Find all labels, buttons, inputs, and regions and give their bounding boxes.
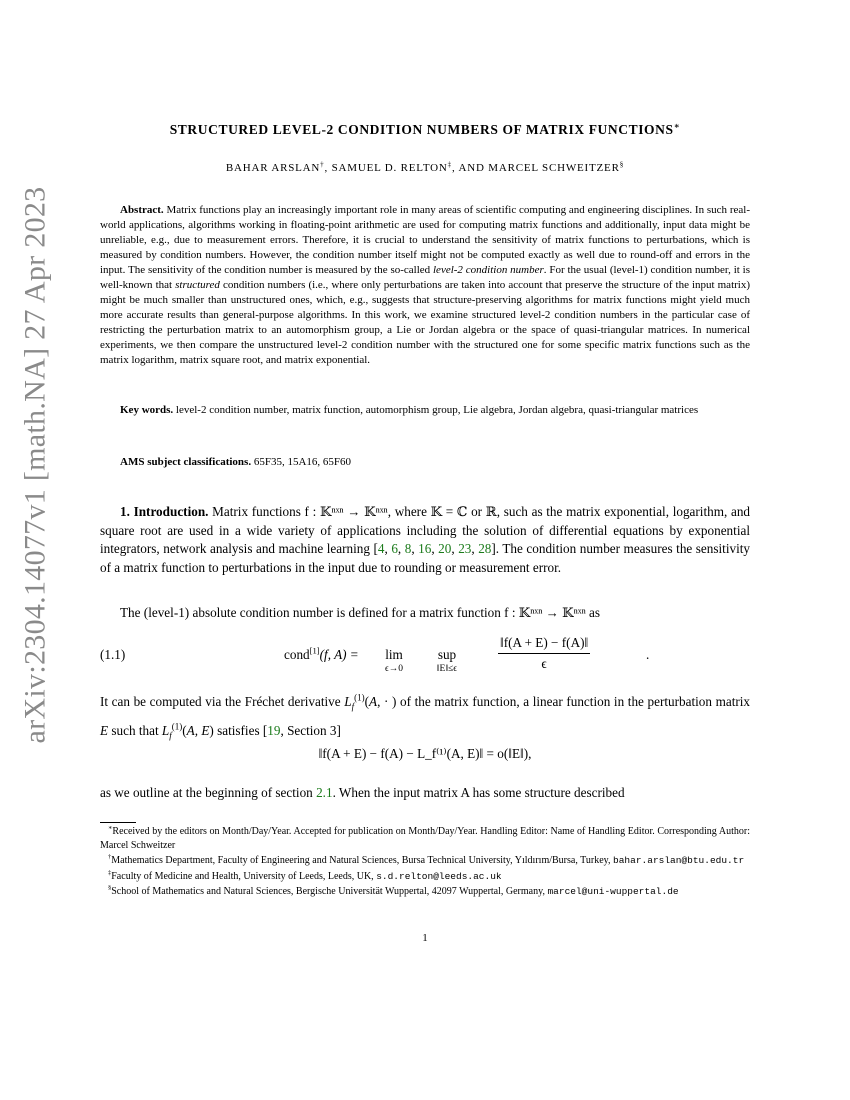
citation-link[interactable]: 4 bbox=[377, 541, 385, 556]
body-paragraph: It can be computed via the Fréchet derivative $L_f^{(1)}(A$, · ) of the matrix function, a linear function in the perturbation matrix E such that $L_f^{(1)}(A$, E) satisfies [19, Section 3] bbox=[100, 692, 751, 741]
page-number: 1 bbox=[422, 932, 428, 944]
citation-link[interactable]: 16 bbox=[418, 541, 432, 556]
paper-title: STRUCTURED LEVEL-2 CONDITION NUMBERS OF MATRIX FUNCTIONS∗ bbox=[169, 120, 681, 137]
author-list: BAHAR ARSLAN†, SAMUEL D. RELTON‡, AND MARCEL SCHWEITZER§ bbox=[225, 160, 625, 174]
email-link[interactable]: s.d.relton@leeds.ac.uk bbox=[376, 870, 502, 882]
citation-link[interactable]: 20 bbox=[438, 541, 452, 556]
section-heading: 1. Introduction. bbox=[120, 504, 209, 519]
citation-link[interactable]: 28 bbox=[478, 541, 492, 556]
equation-condition-number: cond[1](f, A) = lim ϵ→0 sup ‖E‖≤ϵ $\frac{‖f(A + E) - f(A)‖}{\epsilon}$ . bbox=[284, 635, 650, 674]
equation-number: (1.1) bbox=[100, 647, 126, 662]
author-name: MARCEL SCHWEITZER bbox=[488, 162, 620, 174]
citation-link[interactable]: 23 bbox=[458, 541, 472, 556]
arxiv-stamp bbox=[10, 186, 60, 744]
author-mark: § bbox=[619, 160, 625, 169]
ams-label: AMS subject classifications. bbox=[120, 456, 252, 468]
citation-link[interactable]: 8 bbox=[404, 541, 412, 556]
footnote: §School of Mathematics and Natural Sciences, Bergische Universität Wuppertal, 42097 Wuppertal, Germany, marcel@uni-wuppertal.de bbox=[108, 884, 679, 897]
arxiv-stamp-text: arXiv:2304.14077v1 [math.NA] 27 Apr 2023 bbox=[18, 186, 51, 744]
section-ref-link[interactable]: 2.1 bbox=[316, 785, 333, 800]
author-name: BAHAR ARSLAN bbox=[225, 162, 321, 174]
footnotes bbox=[100, 825, 750, 901]
title-footnote-mark: ∗ bbox=[673, 120, 681, 131]
email-link[interactable]: bahar.arslan@btu.edu.tr bbox=[613, 855, 745, 866]
introduction-paragraph: 1. Introduction. Matrix functions f : 𝕂ⁿˣⁿ → 𝕂ⁿˣⁿ, where 𝕂 = ℂ or ℝ, such as the matrix exponential, logarithm, and square root are used in a wide variety of applications including the solution of differential equations by exponential integrators, network analysis and machine learning [4, 6, 8, 16, 20, 23, 28]. The condition number measures the sensitivity of a matrix function to perturbations in the input due to rounding or measurement error. bbox=[100, 504, 751, 575]
abstract-label: Abstract. bbox=[120, 204, 164, 216]
footnote: ∗Received by the editors on Month/Day/Year. Accepted for publication on Month/Day/Year. Handling Editor: Name of Handling Editor. Corresponding Author: Marcel Schweitzer bbox=[100, 824, 750, 851]
author-name: SAMUEL D. RELTON bbox=[331, 162, 448, 174]
citation-link[interactable]: 6 bbox=[391, 541, 398, 556]
fraction: $\frac{‖f(A + E) - f(A)‖}{\epsilon}$ bbox=[500, 635, 589, 671]
ams-classifications: AMS subject classifications. 65F35, 15A16, 65F60 bbox=[120, 456, 352, 468]
abstract: Abstract. Matrix functions play an increasingly important role in many areas of scientific computing and engineering disciplines. In such real-world applications, algorithms working in floating-point arithmetic are used for computing matrix functions and additionally, input data might be unreliable, e.g., due to measurement errors. Therefore, it is crucial to understand the sensitivity of matrix functions to perturbations, which is measured by condition numbers. However, the condition number itself might not be computed exactly as well due to round-off and errors in the input. The sensitivity of the condition number is measured by the so-called level-2 condition number. For the usual (level-1) condition number, it is well-known that structured condition numbers (i.e., where only perturbations are taken into account that preserve the structure of the input matrix) might be much smaller than unstructured ones, which, e.g., suggests that structure-preserving algorithms for matrix functions might yield much more accurate results than general-purpose algorithms. In this work, we examine structured level-2 condition numbers in the particular case of restricting the perturbation matrix to an automorphism group, a Lie or Jordan algebra or the space of quasi-triangular matrices. In numerical experiments, we then compare the unstructured level-2 condition number with the structured one for some specific matrix functions such as the matrix logarithm, matrix square root, and matrix exponential. bbox=[100, 204, 751, 366]
footnote: †Mathematics Department, Faculty of Engineering and Natural Sciences, Bursa Technical University, Yıldırım/Bursa, Turkey, bahar.arslan@btu.edu.tr bbox=[108, 853, 745, 866]
citation-link[interactable]: 19 bbox=[267, 722, 281, 738]
footnote: ‡Faculty of Medicine and Health, University of Leeds, Leeds, UK, s.d.relton@leeds.ac.uk bbox=[108, 869, 502, 882]
keywords: Key words. level-2 condition number, matrix function, automorphism group, Lie algebra, Jordan algebra, quasi-triangular matrices bbox=[120, 404, 699, 416]
keywords-label: Key words. bbox=[120, 404, 174, 416]
body-paragraph: The (level-1) absolute condition number is defined for a matrix function f : 𝕂ⁿˣⁿ → 𝕂ⁿˣⁿ as bbox=[120, 605, 601, 620]
body-paragraph: as we outline at the beginning of section 2.1. When the input matrix A has some structure described bbox=[100, 785, 625, 800]
equation-frechet-derivative: ‖f(A + E) − f(A) − L_f⁽¹⁾(A, E)‖ = o(‖E‖), bbox=[318, 746, 532, 761]
footnote-rule bbox=[100, 822, 136, 823]
author-mark: ‡ bbox=[447, 160, 452, 169]
email-link[interactable]: marcel@uni-wuppertal.de bbox=[547, 886, 679, 897]
author-mark: † bbox=[320, 160, 325, 169]
